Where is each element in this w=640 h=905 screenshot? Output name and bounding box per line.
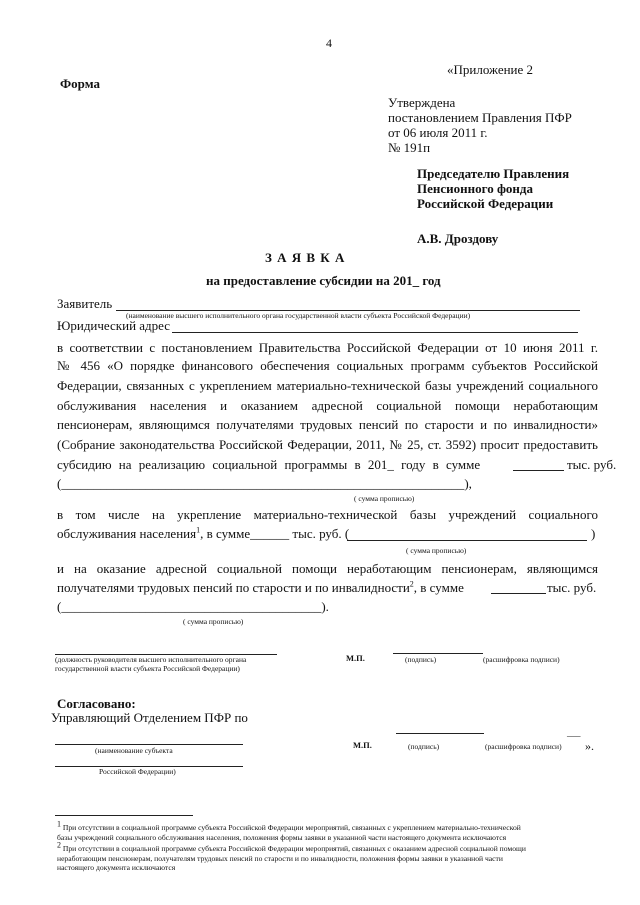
agreed-manager: Управляющий Отделением ПФР по xyxy=(51,710,248,725)
decoding-caption-2: (расшифровка подписи) xyxy=(485,742,562,751)
approved-line-3: от 06 июля 2011 г. xyxy=(388,125,488,140)
body-line-10-text: обслуживания населения xyxy=(57,526,197,541)
body-line-11: и на оказание адресной социальной помощи неработающим пенсионерам, являющимся xyxy=(57,561,598,576)
subject-caption-2: Российской Федерации) xyxy=(99,767,176,776)
decoding-line-2: ___ xyxy=(567,728,581,738)
approved-line-2: постановлением Правления ПФР xyxy=(388,110,572,125)
signature-field-2[interactable] xyxy=(396,733,484,734)
document-title: З А Я В К А xyxy=(265,250,346,265)
footnote-mark-2: 2 xyxy=(409,579,414,589)
footnote-2-line-3: настоящего документа исключаются xyxy=(57,863,176,873)
body-line-10-close: ) xyxy=(591,526,596,541)
legal-address-field[interactable] xyxy=(172,332,578,333)
agreed-label: Согласовано: xyxy=(57,696,136,711)
footnote-separator xyxy=(55,815,193,816)
decoding-caption-1: (расшифровка подписи) xyxy=(483,655,560,664)
body-line-10 xyxy=(57,526,349,542)
aid-amount-field[interactable] xyxy=(491,593,546,594)
aid-amount-caption: ( сумма прописью) xyxy=(183,617,244,626)
form-label: Форма xyxy=(60,76,100,91)
legal-address-label: Юридический адрес xyxy=(57,318,171,333)
body-line-5: пенсионерам, являющимся получателями трудовых пенсий по старости и по инвалидности» xyxy=(57,417,598,432)
footnote-1-number: 1 xyxy=(57,819,61,829)
body-line-12-sum: , в сумме xyxy=(413,580,464,595)
footnote-2-line-2: неработающим пенсионерам, получателям трудовых пенсий по старости и по инвалидности, положения формы заявки в указанной части xyxy=(57,853,503,863)
footnote-mark-1: 1 xyxy=(196,525,201,535)
body-line-7-unit: тыс. руб. xyxy=(567,457,617,472)
appendix-label: «Приложение 2 xyxy=(447,62,534,77)
position-caption-2: государственной власти субъекта Российской Федерации) xyxy=(55,664,240,673)
body-line-7: субсидию на реализацию социальной программы в 201_ году в сумме xyxy=(57,457,481,472)
closing-quote: ». xyxy=(585,739,594,753)
body-line-1: в соответствии с постановлением Правительства Российской Федерации от 10 июня 2011 г. xyxy=(57,340,598,355)
aid-amount-words[interactable]: (________________________________________). xyxy=(57,599,329,614)
applicant-caption: (наименование высшего исполнительного органа государственной власти субъекта Российской Федерации) xyxy=(126,311,471,320)
approved-line-1: Утверждена xyxy=(388,95,456,110)
stamp-mark-1: М.П. xyxy=(346,653,365,663)
footnote-2 xyxy=(57,840,526,873)
applicant-label: Заявитель xyxy=(57,296,113,311)
mtb-amount-words-field[interactable] xyxy=(347,540,587,541)
subject-field[interactable] xyxy=(55,744,243,745)
footnote-1 xyxy=(57,819,521,842)
addressee-line-1: Председателю Правления xyxy=(417,166,570,181)
signature-caption-1: (подпись) xyxy=(405,655,437,664)
total-amount-words[interactable]: (______________________________________________________________), xyxy=(57,476,472,491)
body-line-9: в том числе на укрепление материально-технической базы учреждений социального xyxy=(57,507,598,522)
footnote-1-line-1: При отсутствии в социальной программе субъекта Российской Федерации мероприятий, связанных с укреплением материально-технической xyxy=(62,823,521,832)
subject-caption-1: (наименование субъекта xyxy=(95,746,173,755)
body-line-10-sum: , в сумме______ тыс. руб. ( xyxy=(200,526,350,541)
total-amount-field[interactable] xyxy=(513,470,564,471)
body-line-6: (Собрание законодательства Российской Федерации, 2011, № 25, ст. 3592) просит предоставить xyxy=(57,437,598,452)
addressee-line-2: Пенсионного фонда xyxy=(417,181,534,196)
position-caption-1: (должность руководителя высшего исполнительного органа xyxy=(55,655,247,664)
body-line-2: № 456 «О порядке финансового обеспечения социальных программ субъектов Российской xyxy=(57,358,598,373)
signature-field-1[interactable] xyxy=(393,653,483,654)
approved-line-4: № 191п xyxy=(388,140,431,155)
body-line-4: обслуживания населения и оказанием адресной социальной помощи неработающим xyxy=(57,398,598,413)
mtb-amount-caption: ( сумма прописью) xyxy=(406,546,467,555)
total-amount-caption: ( сумма прописью) xyxy=(354,494,415,503)
footnote-1-line-2: базы учреждений социального обслуживания населения, положения формы заявки в указанной части настоящего документа исключаются xyxy=(57,832,507,842)
footnote-2-line-1: При отсутствии в социальной программе субъекта Российской Федерации мероприятий, связанных с оказанием адресной социальной помощи xyxy=(62,844,526,853)
addressee-line-3: Российской Федерации xyxy=(417,196,554,211)
body-line-12 xyxy=(57,580,464,596)
signature-caption-2: (подпись) xyxy=(408,742,440,751)
body-line-12-text: получателями трудовых пенсий по старости и по инвалидности xyxy=(57,580,410,595)
document-subtitle: на предоставление субсидии на 201_ год xyxy=(206,273,441,288)
page-number: 4 xyxy=(326,36,332,50)
addressee-name: А.В. Дроздову xyxy=(417,231,499,246)
footnote-2-number: 2 xyxy=(57,840,61,850)
body-line-12-unit: тыс. руб. xyxy=(547,580,597,595)
body-line-3: Федерации, связанных с укреплением материально-технической базы учреждений социального xyxy=(57,378,598,393)
stamp-mark-2: М.П. xyxy=(353,740,372,750)
